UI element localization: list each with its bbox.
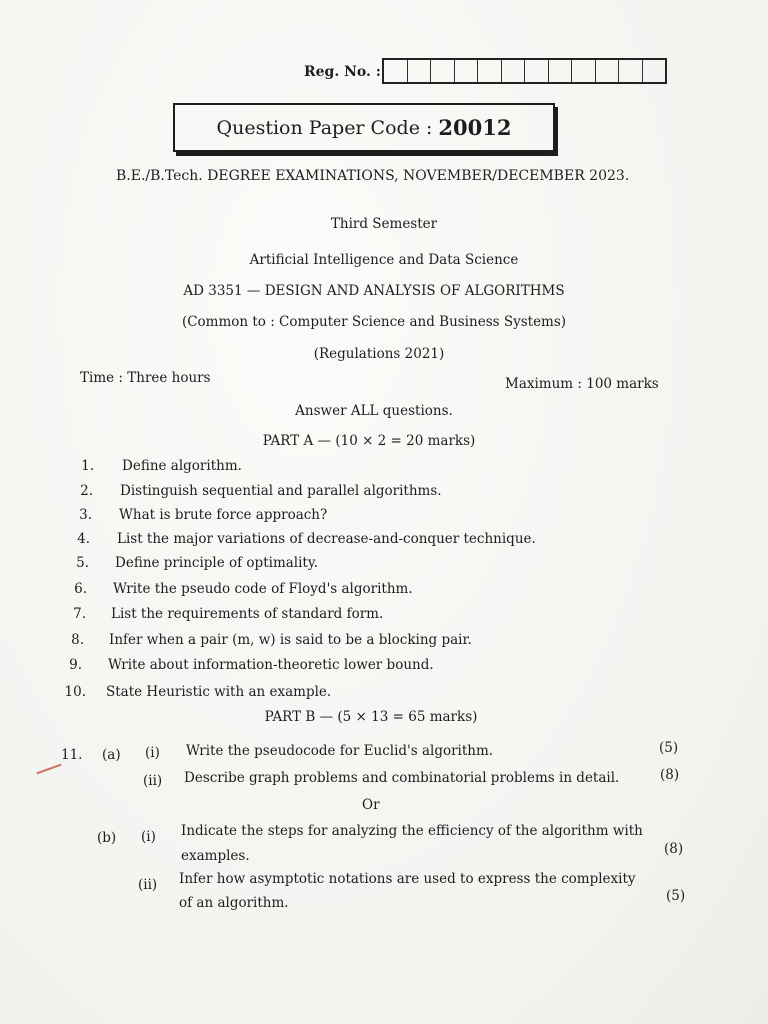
reg-no-box	[643, 60, 666, 82]
question-number: 10.	[64, 684, 86, 700]
reg-no-box	[408, 60, 432, 82]
question-text: List the major variations of decrease-and-conquer technique.	[117, 531, 536, 547]
degree-line: B.E./B.Tech. DEGREE EXAMINATIONS, NOVEMBER/DECEMBER 2023.	[116, 168, 630, 184]
time-allowed: Time : Three hours	[80, 370, 211, 386]
question-paper-code-number: 20012	[438, 115, 512, 140]
question-paper-code-box	[173, 103, 555, 152]
reg-no-box	[455, 60, 479, 82]
question-text: Write the pseudocode for Euclid's algorithm.	[186, 743, 494, 759]
reg-no-box	[478, 60, 502, 82]
regulations: (Regulations 2021)	[313, 346, 445, 362]
question-text: Infer how asymptotic notations are used to express the complexity	[179, 871, 636, 887]
question-text: Write the pseudo code of Floyd's algorithm.	[113, 581, 413, 597]
question-text: State Heuristic with an example.	[106, 684, 332, 700]
question-number: 6.	[74, 581, 87, 597]
reg-no-box	[431, 60, 455, 82]
question-text: Distinguish sequential and parallel algorithms.	[120, 483, 442, 499]
question-number: 4.	[77, 531, 90, 547]
or-separator: Or	[362, 797, 380, 813]
question-text: Define algorithm.	[122, 458, 242, 474]
question-number: 1.	[81, 458, 94, 474]
reg-no-boxes	[382, 58, 667, 84]
reg-no-box	[572, 60, 596, 82]
common-to: (Common to : Computer Science and Business Systems)	[181, 314, 567, 330]
part-a-heading: PART A — (10 × 2 = 20 marks)	[262, 433, 476, 449]
sub-question-label: (ii)	[143, 773, 163, 789]
question-text: Write about information-theoretic lower bound.	[108, 657, 434, 673]
subject: AD 3351 — DESIGN AND ANALYSIS OF ALGORITHMS	[183, 283, 565, 299]
instruction: Answer ALL questions.	[295, 403, 453, 419]
question-number: 3.	[79, 507, 92, 523]
sub-question-label: (i)	[145, 745, 160, 761]
question-number: 11.	[61, 747, 83, 763]
question-number: 9.	[69, 657, 82, 673]
reg-no-box	[619, 60, 643, 82]
question-number: 8.	[71, 632, 84, 648]
sub-question-label: (b)	[97, 830, 117, 846]
marks: (5)	[659, 740, 679, 756]
sub-question-label: (a)	[102, 747, 121, 763]
pen-mark	[36, 764, 61, 775]
question-text: What is brute force approach?	[119, 507, 328, 523]
reg-no-box	[384, 60, 408, 82]
question-number: 2.	[80, 483, 93, 499]
maximum-marks: Maximum : 100 marks	[505, 376, 659, 392]
question-text: of an algorithm.	[179, 895, 289, 911]
sub-question-label: (i)	[141, 829, 156, 845]
marks: (5)	[666, 888, 686, 904]
marks: (8)	[660, 767, 680, 783]
question-text: examples.	[181, 848, 250, 864]
question-text: Infer when a pair (m, w) is said to be a blocking pair.	[109, 632, 472, 648]
question-number: 5.	[76, 555, 89, 571]
part-b-heading: PART B — (5 × 13 = 65 marks)	[264, 709, 478, 725]
reg-no-box	[549, 60, 573, 82]
reg-no-box	[502, 60, 526, 82]
reg-no-box	[596, 60, 620, 82]
question-text: List the requirements of standard form.	[111, 606, 384, 622]
question-paper-code-label: Question Paper Code :	[216, 116, 433, 139]
reg-no-label: Reg. No. :	[304, 64, 381, 80]
sub-question-label: (ii)	[138, 877, 158, 893]
question-text: Indicate the steps for analyzing the efficiency of the algorithm with	[181, 823, 643, 839]
question-number: 7.	[73, 606, 86, 622]
marks: (8)	[664, 841, 684, 857]
question-text: Describe graph problems and combinatorial problems in detail.	[184, 770, 620, 786]
reg-no-box	[525, 60, 549, 82]
semester: Third Semester	[330, 216, 438, 232]
branch: Artificial Intelligence and Data Science	[249, 252, 519, 268]
question-text: Define principle of optimality.	[115, 555, 318, 571]
